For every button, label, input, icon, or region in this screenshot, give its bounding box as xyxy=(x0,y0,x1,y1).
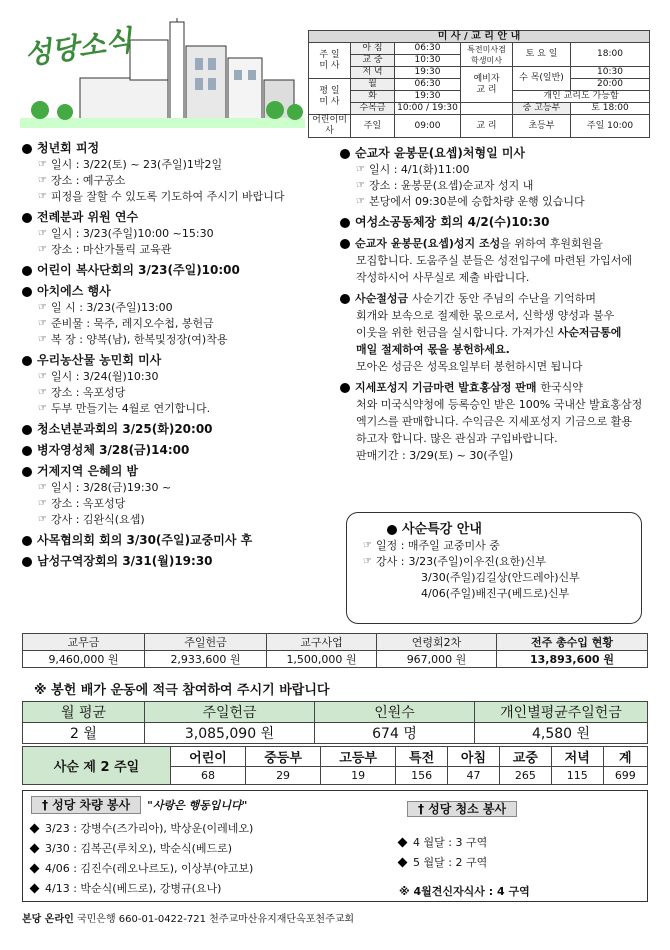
bullet-icon xyxy=(22,557,32,567)
vehicle-motto: "사랑은 행동입니다" xyxy=(147,799,248,812)
pointing-hand-icon: ☞ xyxy=(356,164,365,175)
pointing-hand-icon: ☞ xyxy=(38,334,47,345)
middle-high-label: 중 고등부 xyxy=(513,103,571,115)
sub-line: 피정을 잘할 수 있도록 기도하여 주시기 바랍니다 xyxy=(50,190,285,203)
item-text: 사순기간 동안 주님의 수난을 기억하며 xyxy=(411,292,596,305)
vehicle-entry-text: 3/30 : 김복곤(루치오), 박순식(베드로) xyxy=(45,842,233,855)
attendance-value: 265 xyxy=(499,767,551,785)
sub-line: 본당에서 09:30분에 승합차량 운행 있습니다 xyxy=(368,195,585,208)
sub-line: 일시 : 4/1(화)11:00 xyxy=(368,163,470,176)
diamond-icon xyxy=(30,884,40,894)
sunday-morning-label: 아 침 xyxy=(351,43,395,55)
farmers-mass xyxy=(22,352,340,417)
elementary-time: 주일 10:00 xyxy=(571,115,650,138)
item-title: 어린이 복사단회의 3/23(주일)10:00 xyxy=(37,263,240,277)
saturday-label: 토 요 일 xyxy=(513,43,571,67)
sub-line: 일시 : 3/23(주일)10:00 ~15:30 xyxy=(50,227,214,240)
income-header-total: 전주 총수입 현황 xyxy=(497,634,648,651)
pointing-hand-icon: ☞ xyxy=(38,387,47,398)
bullet-icon xyxy=(22,266,32,276)
footer xyxy=(22,910,354,925)
liturgy-training xyxy=(22,209,340,258)
lecture-schedule: 일정 : 매주일 교중미사 중 xyxy=(375,539,500,552)
bullet-icon xyxy=(340,294,350,304)
offering-notice: ※ 봉헌 배가 운동에 적극 참여하여 주시기 바랍니다 xyxy=(34,683,330,698)
prebaptism-label: 예비자 교 리 xyxy=(461,67,513,103)
item-title: 우리농산물 농민회 미사 xyxy=(37,353,162,367)
ginseng-sale xyxy=(340,379,660,464)
altar-server-meeting xyxy=(22,262,340,279)
sunday-evening-time: 19:30 xyxy=(395,67,461,79)
income-header: 연령회2차 xyxy=(377,634,497,651)
children-mass-time: 09:00 xyxy=(395,115,461,138)
attendance-value: 29 xyxy=(246,767,321,785)
bullet-icon xyxy=(22,446,32,456)
geoje-grace-night xyxy=(22,463,340,528)
item-title: 남성구역장회의 3/31(월)19:30 xyxy=(37,554,213,568)
vehicle-entry xyxy=(31,879,253,899)
cleaning-note: ※ 4월견신자식사 : 4 구역 xyxy=(399,885,530,898)
item-title: 청소년분과회의 3/25(화)20:00 xyxy=(37,422,213,436)
acies-event xyxy=(22,283,340,348)
children-mass-label: 어린이미사 xyxy=(309,115,351,138)
item-title: 사목협의회 회의 3/30(주일)교중미사 후 xyxy=(37,533,253,547)
attendance-header: 고등부 xyxy=(321,747,396,767)
bullet-icon xyxy=(22,467,32,477)
item-text: 을 위하여 후원회원을 xyxy=(500,237,603,250)
speaker-line: 3/30(주일)김길상(안드레아)신부 xyxy=(421,571,580,584)
monthly-header: 월 평균 xyxy=(23,702,145,723)
logo-title: 성당소식 xyxy=(22,23,135,72)
attendance-value: 19 xyxy=(321,767,396,785)
income-table xyxy=(22,633,648,668)
monthly-value: 2 월 xyxy=(23,723,145,744)
service-box xyxy=(22,790,648,902)
sub-line: 장소 : 마산가톨릭 교육관 xyxy=(50,243,172,256)
pointing-hand-icon: ☞ xyxy=(363,556,372,567)
sick-communion xyxy=(22,442,340,459)
catechism-label: 교 리 xyxy=(461,115,513,138)
item-title: 거제지역 은혜의 밤 xyxy=(37,464,139,478)
attendance-table xyxy=(22,746,648,785)
monday-label: 월 xyxy=(351,79,395,91)
prebaptism-time-1: 10:30 xyxy=(571,67,650,79)
attendance-header: 특전 xyxy=(396,747,448,767)
income-header: 교구사업 xyxy=(267,634,377,651)
item-title: 지세포성지 기금마련 발효홍삼정 판매 xyxy=(355,381,537,394)
speaker-line: 3/23(주일)이우진(요한)신부 xyxy=(408,555,546,568)
paragraph-line: 처와 미국식약청에 등록승인 받은 100% 국내산 발효홍삼정 xyxy=(356,398,643,411)
bullet-icon xyxy=(387,525,397,535)
diamond-icon xyxy=(30,824,40,834)
lent-offering xyxy=(340,290,660,375)
bullet-icon xyxy=(340,149,350,159)
attendance-header: 아침 xyxy=(448,747,500,767)
cleaning-service-title: † 성당 청소 봉사 xyxy=(407,801,517,817)
cleaning-entry xyxy=(399,853,487,873)
monthly-header: 개인별평균주일헌금 xyxy=(475,702,648,723)
bullet-icon xyxy=(22,425,32,435)
pointing-hand-icon: ☞ xyxy=(38,244,47,255)
tuesday-label: 화 xyxy=(351,91,395,103)
sunday-morning-time: 06:30 xyxy=(395,43,461,55)
item-title: 순교자 윤봉문(요셉)처형일 미사 xyxy=(355,146,526,160)
pointing-hand-icon: ☞ xyxy=(38,228,47,239)
pointing-hand-icon: ☞ xyxy=(363,540,372,551)
bullet-icon xyxy=(22,287,32,297)
pointing-hand-icon: ☞ xyxy=(356,196,365,207)
monthly-value: 674 명 xyxy=(315,723,475,744)
children-mass-day: 주일 xyxy=(351,115,395,138)
income-value: 967,000 원 xyxy=(377,651,497,668)
attendance-header: 계 xyxy=(603,747,647,767)
bullet-icon xyxy=(340,218,350,228)
sub-line: 강사 : 김완식(요셉) xyxy=(50,513,145,526)
attendance-header: 교중 xyxy=(499,747,551,767)
income-total: 13,893,600 원 xyxy=(497,651,648,668)
income-header: 교무금 xyxy=(23,634,145,651)
pointing-hand-icon: ☞ xyxy=(38,498,47,509)
item-title: 전례분과 위원 연수 xyxy=(37,210,139,224)
pointing-hand-icon: ☞ xyxy=(38,302,47,313)
pointing-hand-icon: ☞ xyxy=(38,159,47,170)
sub-line: 복 장 : 양복(남), 한복및정장(여)착용 xyxy=(50,333,228,346)
sub-line: 일 시 : 3/23(주일)13:00 xyxy=(50,301,173,314)
lecture-title: 사순특강 안내 xyxy=(402,522,482,537)
monthly-header: 주일헌금 xyxy=(145,702,315,723)
bold-text: 사순저금통에 xyxy=(557,326,622,339)
mass-table-title: 미 사 / 교 리 안 내 xyxy=(309,31,650,43)
footer-label: 본당 온라인 xyxy=(22,914,74,925)
sub-line: 일시 : 3/24(월)10:30 xyxy=(50,370,159,383)
income-value: 2,933,600 원 xyxy=(145,651,267,668)
pointing-hand-icon: ☞ xyxy=(38,318,47,329)
attendance-value: 156 xyxy=(396,767,448,785)
youth-committee-meeting xyxy=(22,421,340,438)
wed-fri-label: 수목금 xyxy=(351,103,395,115)
attendance-value: 68 xyxy=(171,767,246,785)
item-text: 한국식약 xyxy=(540,381,583,394)
item-title: 순교자 윤봉문(요셉)성지 조성 xyxy=(355,237,501,250)
vehicle-entry xyxy=(31,819,253,839)
bullet-icon xyxy=(22,213,32,223)
speaker-line: 4/06(주일)배진구(베드로)신부 xyxy=(421,587,570,600)
income-value: 9,460,000 원 xyxy=(23,651,145,668)
men-district-meeting xyxy=(22,553,340,570)
monday-time: 06:30 xyxy=(395,79,461,91)
sunday-evening-label: 저 녁 xyxy=(351,67,395,79)
pointing-hand-icon: ☞ xyxy=(38,514,47,525)
bold-text: 매일 절제하여 몫을 봉헌하세요. xyxy=(356,343,510,356)
diamond-icon xyxy=(398,858,408,868)
monthly-offering-table xyxy=(22,701,648,744)
pointing-hand-icon: ☞ xyxy=(38,482,47,493)
monthly-value: 4,580 원 xyxy=(475,723,648,744)
lent-lecture-box xyxy=(346,512,642,624)
martyr-mass xyxy=(340,145,660,210)
paragraph-line: 하고자 합니다. 많은 관심과 구입바랍니다. xyxy=(356,432,558,445)
mass-schedule-table xyxy=(308,30,650,138)
vehicle-entry xyxy=(31,859,253,879)
bullet-icon xyxy=(340,383,350,393)
attendance-value: 47 xyxy=(448,767,500,785)
individual-catechism: 개인 교리도 가능함 xyxy=(513,91,650,103)
paragraph-line: 모집합니다. 도움주실 분들은 성전입구에 마련된 가입서에 xyxy=(356,254,633,267)
youth-retreat xyxy=(22,140,340,205)
sub-line: 일시 : 3/22(토) ~ 23(주일)1박2일 xyxy=(50,158,223,171)
special-mass-label: 특전미사겸 학생미사 xyxy=(461,43,513,67)
diamond-icon xyxy=(30,864,40,874)
sub-line: 장소 : 윤봉문(요셉)순교자 성지 내 xyxy=(368,179,534,192)
paragraph-line: 이웃을 위한 헌금을 실시합니다. 가져가신 xyxy=(356,326,555,339)
sub-line: 일시 : 3/28(금)19:30 ~ xyxy=(50,481,172,494)
monthly-value: 3,085,090 원 xyxy=(145,723,315,744)
vehicle-entry-text: 4/06 : 김진수(레오나르도), 이상부(야고보) xyxy=(45,862,254,875)
weekday-mass-label: 평 일 미 사 xyxy=(309,79,351,115)
income-value: 1,500,000 원 xyxy=(267,651,377,668)
prebaptism-time-2: 20:00 xyxy=(571,79,650,91)
sub-line: 장소 : 예구공소 xyxy=(50,174,126,187)
prebaptism-day: 수 목(일반) xyxy=(513,67,571,91)
elementary-label: 초등부 xyxy=(513,115,571,138)
item-title: 사순절성금 xyxy=(355,292,409,305)
sunday-main-label: 교 중 xyxy=(351,55,395,67)
pointing-hand-icon: ☞ xyxy=(38,175,47,186)
bullet-icon xyxy=(22,536,32,546)
wed-fri-time: 10:00 / 19:30 xyxy=(395,103,461,115)
item-title: 병자영성체 3/28(금)14:00 xyxy=(37,443,190,457)
attendance-label: 사순 제 2 주일 xyxy=(23,747,171,785)
cleaning-entry-text: 4 월달 : 3 구역 xyxy=(413,836,488,849)
income-header: 주일헌금 xyxy=(145,634,267,651)
sunday-mass-label: 주 일 미 사 xyxy=(309,43,351,79)
pastoral-council-meeting xyxy=(22,532,340,549)
attendance-header: 어린이 xyxy=(171,747,246,767)
pointing-hand-icon: ☞ xyxy=(38,191,47,202)
attendance-value: 699 xyxy=(603,767,647,785)
vehicle-service-title: † 성당 차량 봉사 xyxy=(31,796,141,814)
diamond-icon xyxy=(398,838,408,848)
item-title: 청년회 피정 xyxy=(37,141,100,155)
women-meeting xyxy=(340,214,660,231)
martyr-shrine xyxy=(340,235,660,286)
cleaning-entry-text: 5 월달 : 2 구역 xyxy=(413,856,488,869)
bullet-icon xyxy=(22,356,32,366)
vehicle-entry-text: 4/13 : 박순식(베드로), 강병규(요나) xyxy=(45,882,222,895)
pointing-hand-icon: ☞ xyxy=(38,371,47,382)
bullet-icon xyxy=(22,144,32,154)
item-title: 여성소공동체장 회의 4/2(수)10:30 xyxy=(355,215,550,229)
paragraph-line: 모아온 성금은 성목요일부터 봉헌하시면 됩니다 xyxy=(356,360,583,373)
tuesday-time: 19:30 xyxy=(395,91,461,103)
sunday-main-time: 10:30 xyxy=(395,55,461,67)
middle-high-time: 토 18:00 xyxy=(571,103,650,115)
sub-line: 준비물 : 묵주, 레지오수첩, 봉헌금 xyxy=(50,317,214,330)
saturday-time: 18:00 xyxy=(571,43,650,67)
cleaning-entry xyxy=(399,833,487,853)
vehicle-entry xyxy=(31,839,253,859)
paragraph-line: 엑기스를 판매합니다. 수익금은 지세포성지 기금으로 활용 xyxy=(356,415,633,428)
vehicle-entry-text: 3/23 : 강병수(즈가리아), 박상운(이레네오) xyxy=(45,822,254,835)
sub-line: 장소 : 옥포성당 xyxy=(50,497,126,510)
paragraph-line: 회개와 보속으로 절제한 몫으로서, 신학생 양성과 불우 xyxy=(356,309,615,322)
diamond-icon xyxy=(30,844,40,854)
right-column xyxy=(340,145,660,468)
attendance-header: 저녁 xyxy=(551,747,603,767)
sub-line: 두부 만들기는 4월로 연기합니다. xyxy=(50,402,211,415)
monthly-header: 인원수 xyxy=(315,702,475,723)
pointing-hand-icon: ☞ xyxy=(356,180,365,191)
item-title: 아치에스 행사 xyxy=(37,284,111,298)
sub-line: 장소 : 옥포성당 xyxy=(50,386,126,399)
paragraph-line: 판매기간 : 3/29(토) ~ 30(주일) xyxy=(356,449,514,462)
paragraph-line: 작성하시어 사무실로 제출 바랍니다. xyxy=(356,271,530,284)
bullet-icon xyxy=(340,239,350,249)
attendance-value: 115 xyxy=(551,767,603,785)
logo-area xyxy=(20,18,305,130)
pointing-hand-icon: ☞ xyxy=(38,403,47,414)
left-column xyxy=(22,140,340,574)
attendance-header: 중등부 xyxy=(246,747,321,767)
footer-account: 국민은행 660-01-0422-721 천주교마산유지재단옥포천주교회 xyxy=(76,914,355,925)
speaker-label: 강사 : xyxy=(375,555,405,568)
